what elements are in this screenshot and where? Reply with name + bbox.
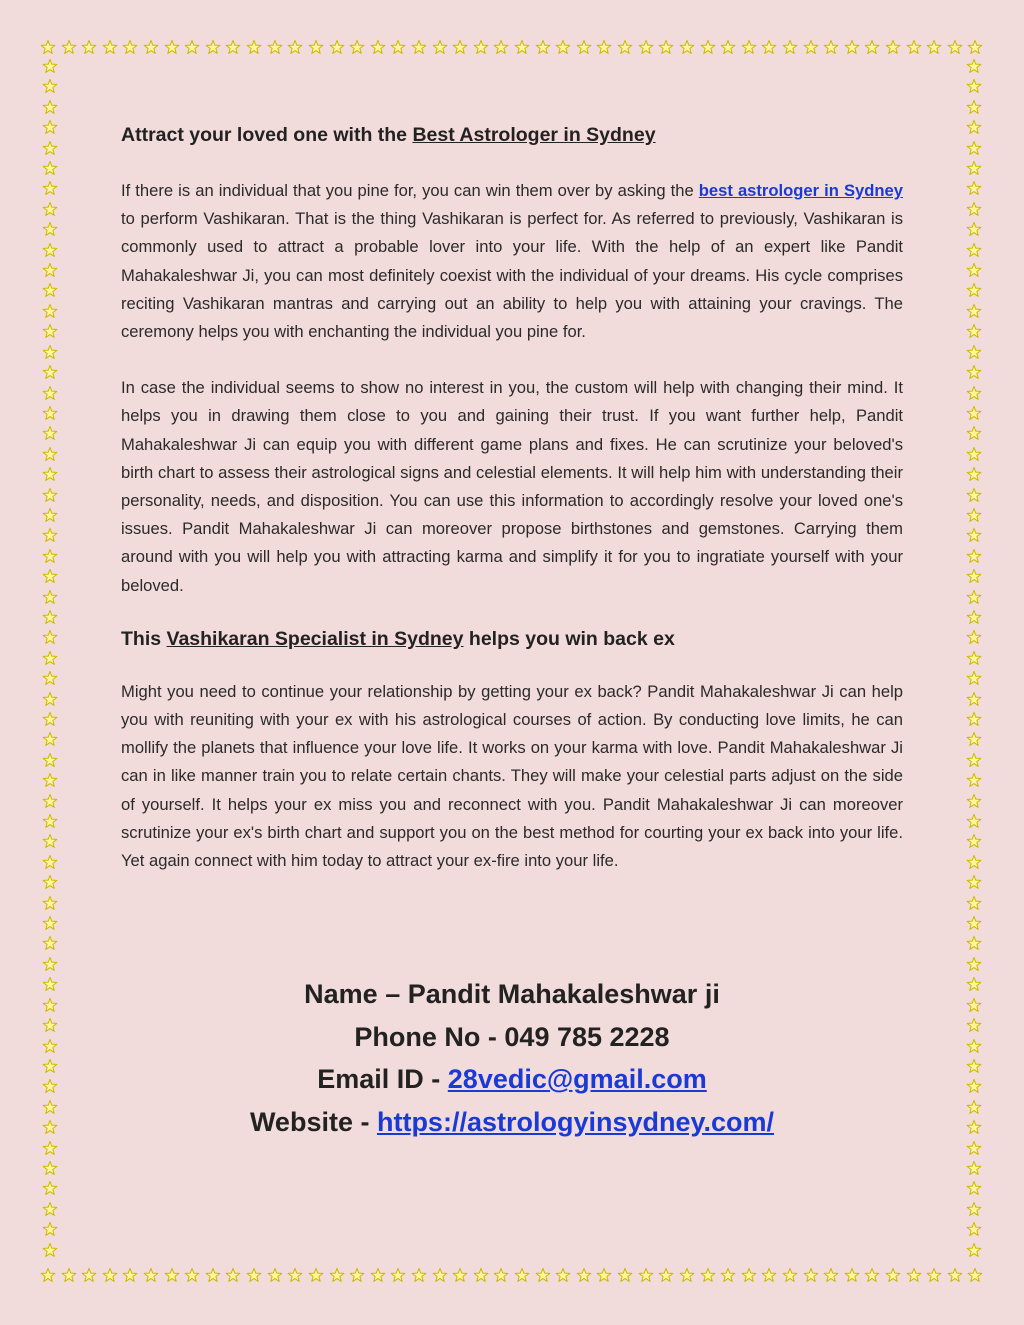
website-link[interactable]: https://astrologyinsydney.com/ <box>376 1106 775 1137</box>
star-outline-icon <box>42 589 58 605</box>
heading-text: helps you win back ex <box>463 627 675 650</box>
star-outline-icon <box>432 1267 448 1283</box>
best-astrologer-link[interactable]: best astrologer in Sydney <box>698 181 903 200</box>
star-outline-icon <box>42 78 58 94</box>
star-outline-icon <box>576 1267 592 1283</box>
star-outline-icon <box>617 39 633 55</box>
star-outline-icon <box>42 466 58 482</box>
star-outline-icon <box>42 160 58 176</box>
star-outline-icon <box>966 303 982 319</box>
star-outline-icon <box>782 1267 798 1283</box>
star-outline-icon <box>42 405 58 421</box>
website-label: Website - <box>249 1106 377 1137</box>
star-outline-icon <box>42 895 58 911</box>
star-outline-icon <box>966 895 982 911</box>
star-outline-icon <box>555 1267 571 1283</box>
star-outline-icon <box>287 1267 303 1283</box>
star-outline-icon <box>966 793 982 809</box>
star-outline-icon <box>42 282 58 298</box>
star-outline-icon <box>42 691 58 707</box>
contact-name: Name – Pandit Mahakaleshwar ji <box>304 979 720 1009</box>
star-outline-icon <box>514 39 530 55</box>
star-outline-icon <box>184 1267 200 1283</box>
section-heading-win-back <box>121 622 903 656</box>
star-outline-icon <box>966 833 982 849</box>
star-outline-icon <box>102 39 118 55</box>
star-outline-icon <box>679 39 695 55</box>
vashikaran-specialist-heading-link[interactable]: Vashikaran Specialist in Sydney <box>166 627 464 650</box>
star-outline-icon <box>42 1160 58 1176</box>
star-outline-icon <box>452 39 468 55</box>
star-outline-icon <box>42 221 58 237</box>
section-heading-attract <box>121 118 903 152</box>
star-outline-icon <box>81 39 97 55</box>
border-bottom <box>40 1265 984 1285</box>
star-outline-icon <box>42 711 58 727</box>
star-outline-icon <box>42 507 58 523</box>
star-outline-icon <box>535 1267 551 1283</box>
star-outline-icon <box>966 1201 982 1217</box>
star-outline-icon <box>966 854 982 870</box>
star-outline-icon <box>514 1267 530 1283</box>
star-outline-icon <box>596 39 612 55</box>
star-outline-icon <box>885 39 901 55</box>
star-outline-icon <box>966 1242 982 1258</box>
star-outline-icon <box>42 731 58 747</box>
contact-phone: Phone No - 049 785 2228 <box>354 1021 670 1052</box>
star-outline-icon <box>42 487 58 503</box>
star-outline-icon <box>823 39 839 55</box>
paragraph-attract <box>121 177 903 346</box>
star-outline-icon <box>42 874 58 890</box>
star-outline-icon <box>122 1267 138 1283</box>
star-outline-icon <box>720 39 736 55</box>
star-outline-icon <box>844 1267 860 1283</box>
star-outline-icon <box>720 1267 736 1283</box>
star-outline-icon <box>576 39 592 55</box>
star-outline-icon <box>966 731 982 747</box>
star-outline-icon <box>966 772 982 788</box>
star-outline-icon <box>844 39 860 55</box>
star-outline-icon <box>782 39 798 55</box>
star-outline-icon <box>349 1267 365 1283</box>
star-outline-icon <box>308 39 324 55</box>
star-outline-icon <box>966 711 982 727</box>
star-outline-icon <box>555 39 571 55</box>
star-outline-icon <box>42 752 58 768</box>
star-outline-icon <box>966 1180 982 1196</box>
star-outline-icon <box>452 1267 468 1283</box>
star-outline-icon <box>473 39 489 55</box>
star-outline-icon <box>966 752 982 768</box>
star-outline-icon <box>700 1267 716 1283</box>
star-outline-icon <box>42 935 58 951</box>
star-outline-icon <box>42 385 58 401</box>
star-outline-icon <box>966 242 982 258</box>
star-outline-icon <box>42 99 58 115</box>
star-outline-icon <box>966 507 982 523</box>
star-outline-icon <box>966 650 982 666</box>
star-outline-icon <box>42 262 58 278</box>
star-outline-icon <box>864 1267 880 1283</box>
contact-block <box>0 973 1024 1143</box>
star-outline-icon <box>966 874 982 890</box>
star-outline-icon <box>432 39 448 55</box>
star-outline-icon <box>42 833 58 849</box>
star-outline-icon <box>42 140 58 156</box>
star-outline-icon <box>81 1267 97 1283</box>
star-outline-icon <box>390 1267 406 1283</box>
star-outline-icon <box>267 1267 283 1283</box>
star-outline-icon <box>42 568 58 584</box>
star-outline-icon <box>143 39 159 55</box>
star-outline-icon <box>42 119 58 135</box>
star-outline-icon <box>966 935 982 951</box>
email-label: Email ID - <box>317 1064 448 1094</box>
star-outline-icon <box>205 39 221 55</box>
star-outline-icon <box>966 1160 982 1176</box>
star-outline-icon <box>42 1221 58 1237</box>
star-outline-icon <box>42 1242 58 1258</box>
heading-text: Attract your loved one with the <box>121 124 413 146</box>
star-outline-icon <box>225 39 241 55</box>
star-outline-icon <box>42 772 58 788</box>
star-outline-icon <box>947 1267 963 1283</box>
star-outline-icon <box>966 160 982 176</box>
star-outline-icon <box>966 956 982 972</box>
star-outline-icon <box>122 39 138 55</box>
star-outline-icon <box>535 39 551 55</box>
star-outline-icon <box>42 548 58 564</box>
star-outline-icon <box>906 39 922 55</box>
star-outline-icon <box>42 303 58 319</box>
star-outline-icon <box>966 446 982 462</box>
star-outline-icon <box>966 548 982 564</box>
star-outline-icon <box>329 1267 345 1283</box>
star-outline-icon <box>966 58 982 74</box>
star-outline-icon <box>42 527 58 543</box>
star-outline-icon <box>679 1267 695 1283</box>
star-outline-icon <box>966 405 982 421</box>
star-outline-icon <box>947 39 963 55</box>
star-outline-icon <box>493 1267 509 1283</box>
star-outline-icon <box>493 39 509 55</box>
star-outline-icon <box>966 262 982 278</box>
star-outline-icon <box>246 39 262 55</box>
star-outline-icon <box>966 364 982 380</box>
star-outline-icon <box>638 39 654 55</box>
paragraph-interest: In case the individual seems to show no interest in you, the custom will help with changing their mind. It helps you in drawing them close to you and gaining their trust. If you want further help, Pandit Mahakaleshwar Ji can equip you with different game plans and fixes. He can scrutinize your beloved's birth chart to assess their astrological signs and celestial elements. It will help him with understanding their personality, needs, and disposition. You can use this information to accordingly resolve your loved one's issues. Pandit Mahakaleshwar Ji can moreover propose birthstones and gemstones. Carrying them around with you will help you with attracting karma and simplify it for you to ingratiate yourself with your beloved. <box>121 378 903 595</box>
star-outline-icon <box>40 1267 56 1283</box>
star-outline-icon <box>803 39 819 55</box>
star-outline-icon <box>966 425 982 441</box>
star-outline-icon <box>596 1267 612 1283</box>
star-outline-icon <box>225 1267 241 1283</box>
star-outline-icon <box>966 385 982 401</box>
star-outline-icon <box>42 1180 58 1196</box>
paragraph-text: to perform Vashikaran. That is the thing Vashikaran is perfect for. As referred to previously, Vashikaran is commonly used to attract a probable lover into your life. With the help of an expert like Pandit Mahakaleshwar Ji, you can most definitely coexist with the individual of your dreams. His cycle comprises reciting Vashikaran mantras and carrying out an ability to help you with attaining your cravings. The ceremony helps you with enchanting the individual you pine for. <box>121 209 903 342</box>
star-outline-icon <box>164 1267 180 1283</box>
star-outline-icon <box>42 201 58 217</box>
star-outline-icon <box>164 39 180 55</box>
star-outline-icon <box>966 813 982 829</box>
star-outline-icon <box>638 1267 654 1283</box>
star-outline-icon <box>966 487 982 503</box>
star-outline-icon <box>966 915 982 931</box>
star-outline-icon <box>61 39 77 55</box>
star-outline-icon <box>741 1267 757 1283</box>
star-outline-icon <box>926 1267 942 1283</box>
star-outline-icon <box>761 1267 777 1283</box>
star-outline-icon <box>741 39 757 55</box>
star-outline-icon <box>390 39 406 55</box>
star-outline-icon <box>926 39 942 55</box>
star-outline-icon <box>906 1267 922 1283</box>
star-outline-icon <box>329 39 345 55</box>
star-outline-icon <box>803 1267 819 1283</box>
star-outline-icon <box>42 609 58 625</box>
star-outline-icon <box>287 39 303 55</box>
star-outline-icon <box>966 323 982 339</box>
star-outline-icon <box>966 1221 982 1237</box>
star-outline-icon <box>967 39 983 55</box>
star-outline-icon <box>617 1267 633 1283</box>
star-outline-icon <box>42 670 58 686</box>
contact-email-line <box>0 1058 1024 1101</box>
paragraph-text: If there is an individual that you pine for, you can win them over by asking the <box>121 181 699 200</box>
star-outline-icon <box>700 39 716 55</box>
star-outline-icon <box>42 915 58 931</box>
star-outline-icon <box>966 691 982 707</box>
star-outline-icon <box>966 629 982 645</box>
star-outline-icon <box>42 854 58 870</box>
star-outline-icon <box>370 39 386 55</box>
star-outline-icon <box>42 344 58 360</box>
star-outline-icon <box>966 589 982 605</box>
star-outline-icon <box>966 344 982 360</box>
star-outline-icon <box>40 39 56 55</box>
star-outline-icon <box>42 956 58 972</box>
star-outline-icon <box>42 793 58 809</box>
star-outline-icon <box>42 1201 58 1217</box>
star-outline-icon <box>349 39 365 55</box>
star-outline-icon <box>658 39 674 55</box>
star-outline-icon <box>42 364 58 380</box>
star-outline-icon <box>966 99 982 115</box>
paragraph-win-back: Might you need to continue your relationship by getting your ex back? Pandit Mahakaleshwar Ji can help you with reuniting with your ex with his astrological courses of action. By conducting love limits, he can mollify the planets that influence your love life. It works on your karma with love. Pandit Mahakaleshwar Ji can in like manner train you to relate certain chants. They will make your celestial parts adjust on the side of yourself. It helps your ex miss you and reconnect with you. Pandit Mahakaleshwar Ji can moreover scrutinize your ex's birth chart and support you on the best method for courting your ex back into your life. Yet again connect with him today to attract your ex-fire into your life. <box>121 681 903 871</box>
star-outline-icon <box>823 1267 839 1283</box>
star-outline-icon <box>411 1267 427 1283</box>
star-outline-icon <box>966 140 982 156</box>
star-outline-icon <box>761 39 777 55</box>
star-outline-icon <box>411 39 427 55</box>
star-outline-icon <box>966 180 982 196</box>
star-outline-icon <box>267 39 283 55</box>
star-outline-icon <box>246 1267 262 1283</box>
star-outline-icon <box>967 1267 983 1283</box>
contact-website-line <box>0 1101 1024 1144</box>
star-outline-icon <box>42 242 58 258</box>
star-outline-icon <box>42 446 58 462</box>
star-outline-icon <box>966 282 982 298</box>
star-outline-icon <box>308 1267 324 1283</box>
star-outline-icon <box>42 58 58 74</box>
star-outline-icon <box>42 629 58 645</box>
star-outline-icon <box>885 1267 901 1283</box>
star-outline-icon <box>42 323 58 339</box>
star-outline-icon <box>143 1267 159 1283</box>
star-outline-icon <box>658 1267 674 1283</box>
best-astrologer-heading-link[interactable]: Best Astrologer in Sydney <box>412 124 656 146</box>
star-outline-icon <box>42 813 58 829</box>
star-outline-icon <box>184 39 200 55</box>
star-outline-icon <box>966 78 982 94</box>
star-outline-icon <box>966 221 982 237</box>
star-outline-icon <box>370 1267 386 1283</box>
star-outline-icon <box>42 180 58 196</box>
star-outline-icon <box>205 1267 221 1283</box>
star-outline-icon <box>966 119 982 135</box>
border-top <box>40 37 984 57</box>
star-outline-icon <box>864 39 880 55</box>
article-body <box>121 118 903 875</box>
star-outline-icon <box>42 425 58 441</box>
star-outline-icon <box>966 527 982 543</box>
star-outline-icon <box>42 650 58 666</box>
star-outline-icon <box>966 568 982 584</box>
star-outline-icon <box>61 1267 77 1283</box>
star-outline-icon <box>966 201 982 217</box>
star-outline-icon <box>966 466 982 482</box>
heading-text: This <box>121 627 167 650</box>
email-link[interactable]: 28vedic@gmail.com <box>447 1064 707 1094</box>
star-outline-icon <box>102 1267 118 1283</box>
star-outline-icon <box>966 670 982 686</box>
star-outline-icon <box>473 1267 489 1283</box>
star-outline-icon <box>966 609 982 625</box>
